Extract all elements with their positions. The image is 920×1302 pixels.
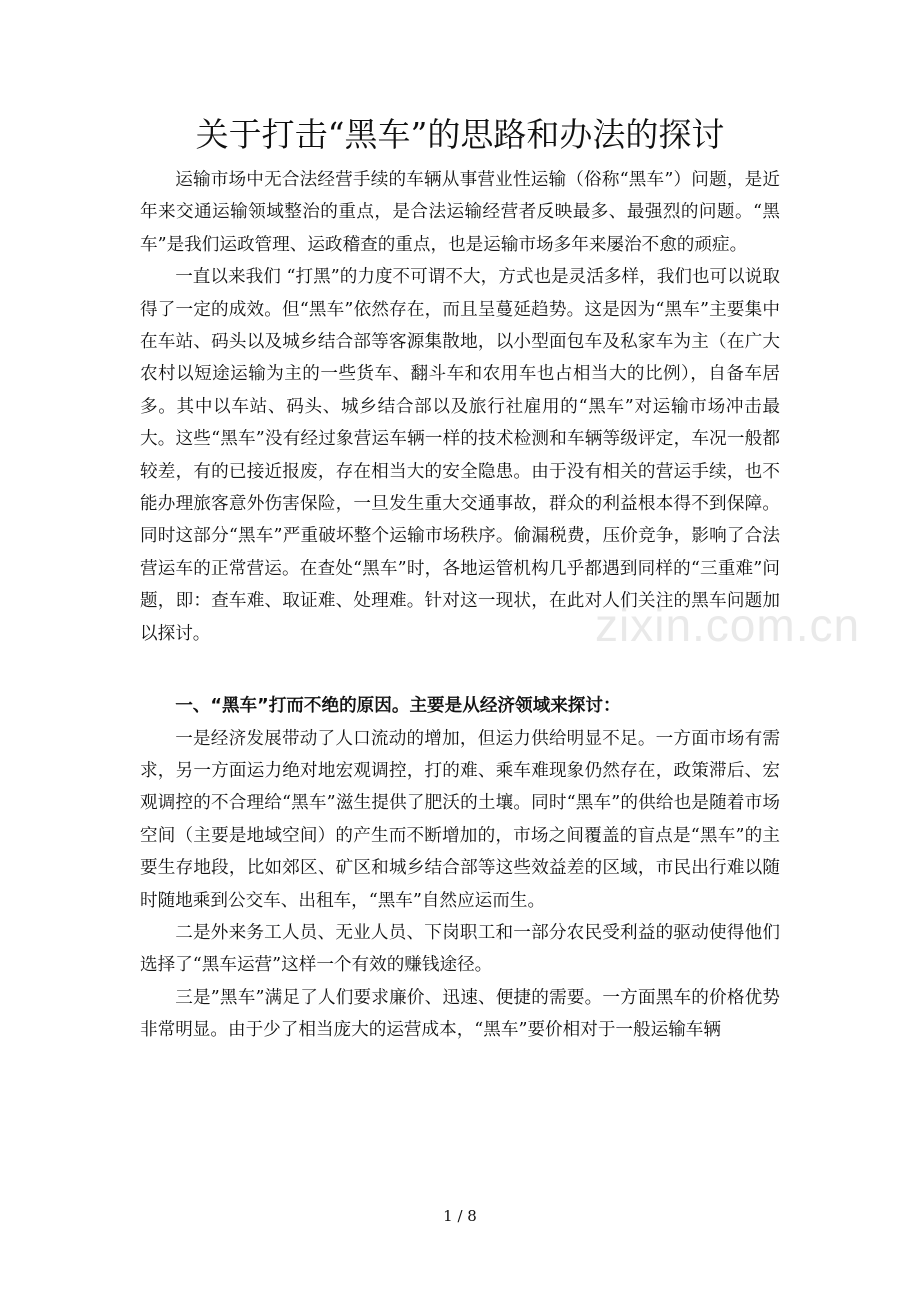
- document-body: [140, 164, 780, 1047]
- section1-paragraph-3: 三是”黑车”满足了人们要求廉价、迅速、便捷的需要。一方面黑车的价格优势非常明显。由于少了相当庞大的运营成本，“黑车”要价相对于一般运输车辆: [140, 987, 780, 1041]
- watermark: zixin.com.cn: [595, 599, 861, 651]
- section1-paragraph-2: 二是外来务工人员、无业人员、下岗职工和一部分农民受利益的驱动使得他们选择了“黑车运营”这样一个有效的赚钱途径。: [140, 922, 780, 976]
- page-indicator: 1 / 8: [443, 1207, 477, 1225]
- document-title: 关于打击“黑车”的思路和办法的探讨: [195, 115, 725, 154]
- intro-paragraph-1: 运输市场中无合法经营手续的车辆从事营业性运输（俗称“黑车”）问题，是近年来交通运输领域整治的重点，是合法运输经营者反映最多、最强烈的问题。“黑车”是我们运政管理、运政稽查的重点，也是运输市场多年来屡治不愈的顽症。: [140, 170, 780, 255]
- section1-paragraph-1: 一是经济发展带动了人口流动的增加，但运力供给明显不足。一方面市场有需求，另一方面运力绝对地宏观调控，打的难、乘车难现象仍然存在，政策滞后、宏观调控的不合理给“黑车”滋生提供了肥沃的土壤。同时“黑车”的供给也是随着市场空间（主要是地域空间）的产生而不断增加的，市场之间覆盖的盲点是“黑车”的主要生存地段，比如郊区、矿区和城乡结合部等这些效益差的区域，市民出行难以随时随地乘到公交车、出租车，“黑车”自然应运而生。: [140, 728, 780, 911]
- section-heading-1: 一、“黑车”打而不绝的原因。主要是从经济领域来探讨：: [175, 696, 621, 717]
- intro-paragraph-2: 一直以来我们 “打黑”的力度不可谓不大，方式也是灵活多样，我们也可以说取得了一定的成效。但“黑车”依然存在，而且呈蔓延趋势。这是因为“黑车”主要集中在车站、码头以及城乡结合部等客源集散地，以小型面包车及私家车为主（在广大农村以短途运输为主的一些货车、翻斗车和农用车也占相当大的比例），自备车居多。其中以车站、码头、城乡结合部以及旅行社雇用的“黑车”对运输市场冲击最大。这些“黑车”没有经过象营运车辆一样的技术检测和车辆等级评定，车况一般都较差，有的已接近报废，存在相当大的安全隐患。由于没有相关的营运手续，也不能办理旅客意外伤害保险，一旦发生重大交通事故，群众的利益根本得不到保障。同时这部分“黑车”严重破坏整个运输市场秩序。偷漏税费，压价竞争，影响了合法营运车的正常营运。在查处“黑车”时，各地运管机构几乎都遇到同样的“三重难”问题，即：查车难、取证难、处理难。针对这一现状，在此对人们关注的黑车问题加以探讨。: [140, 267, 780, 644]
